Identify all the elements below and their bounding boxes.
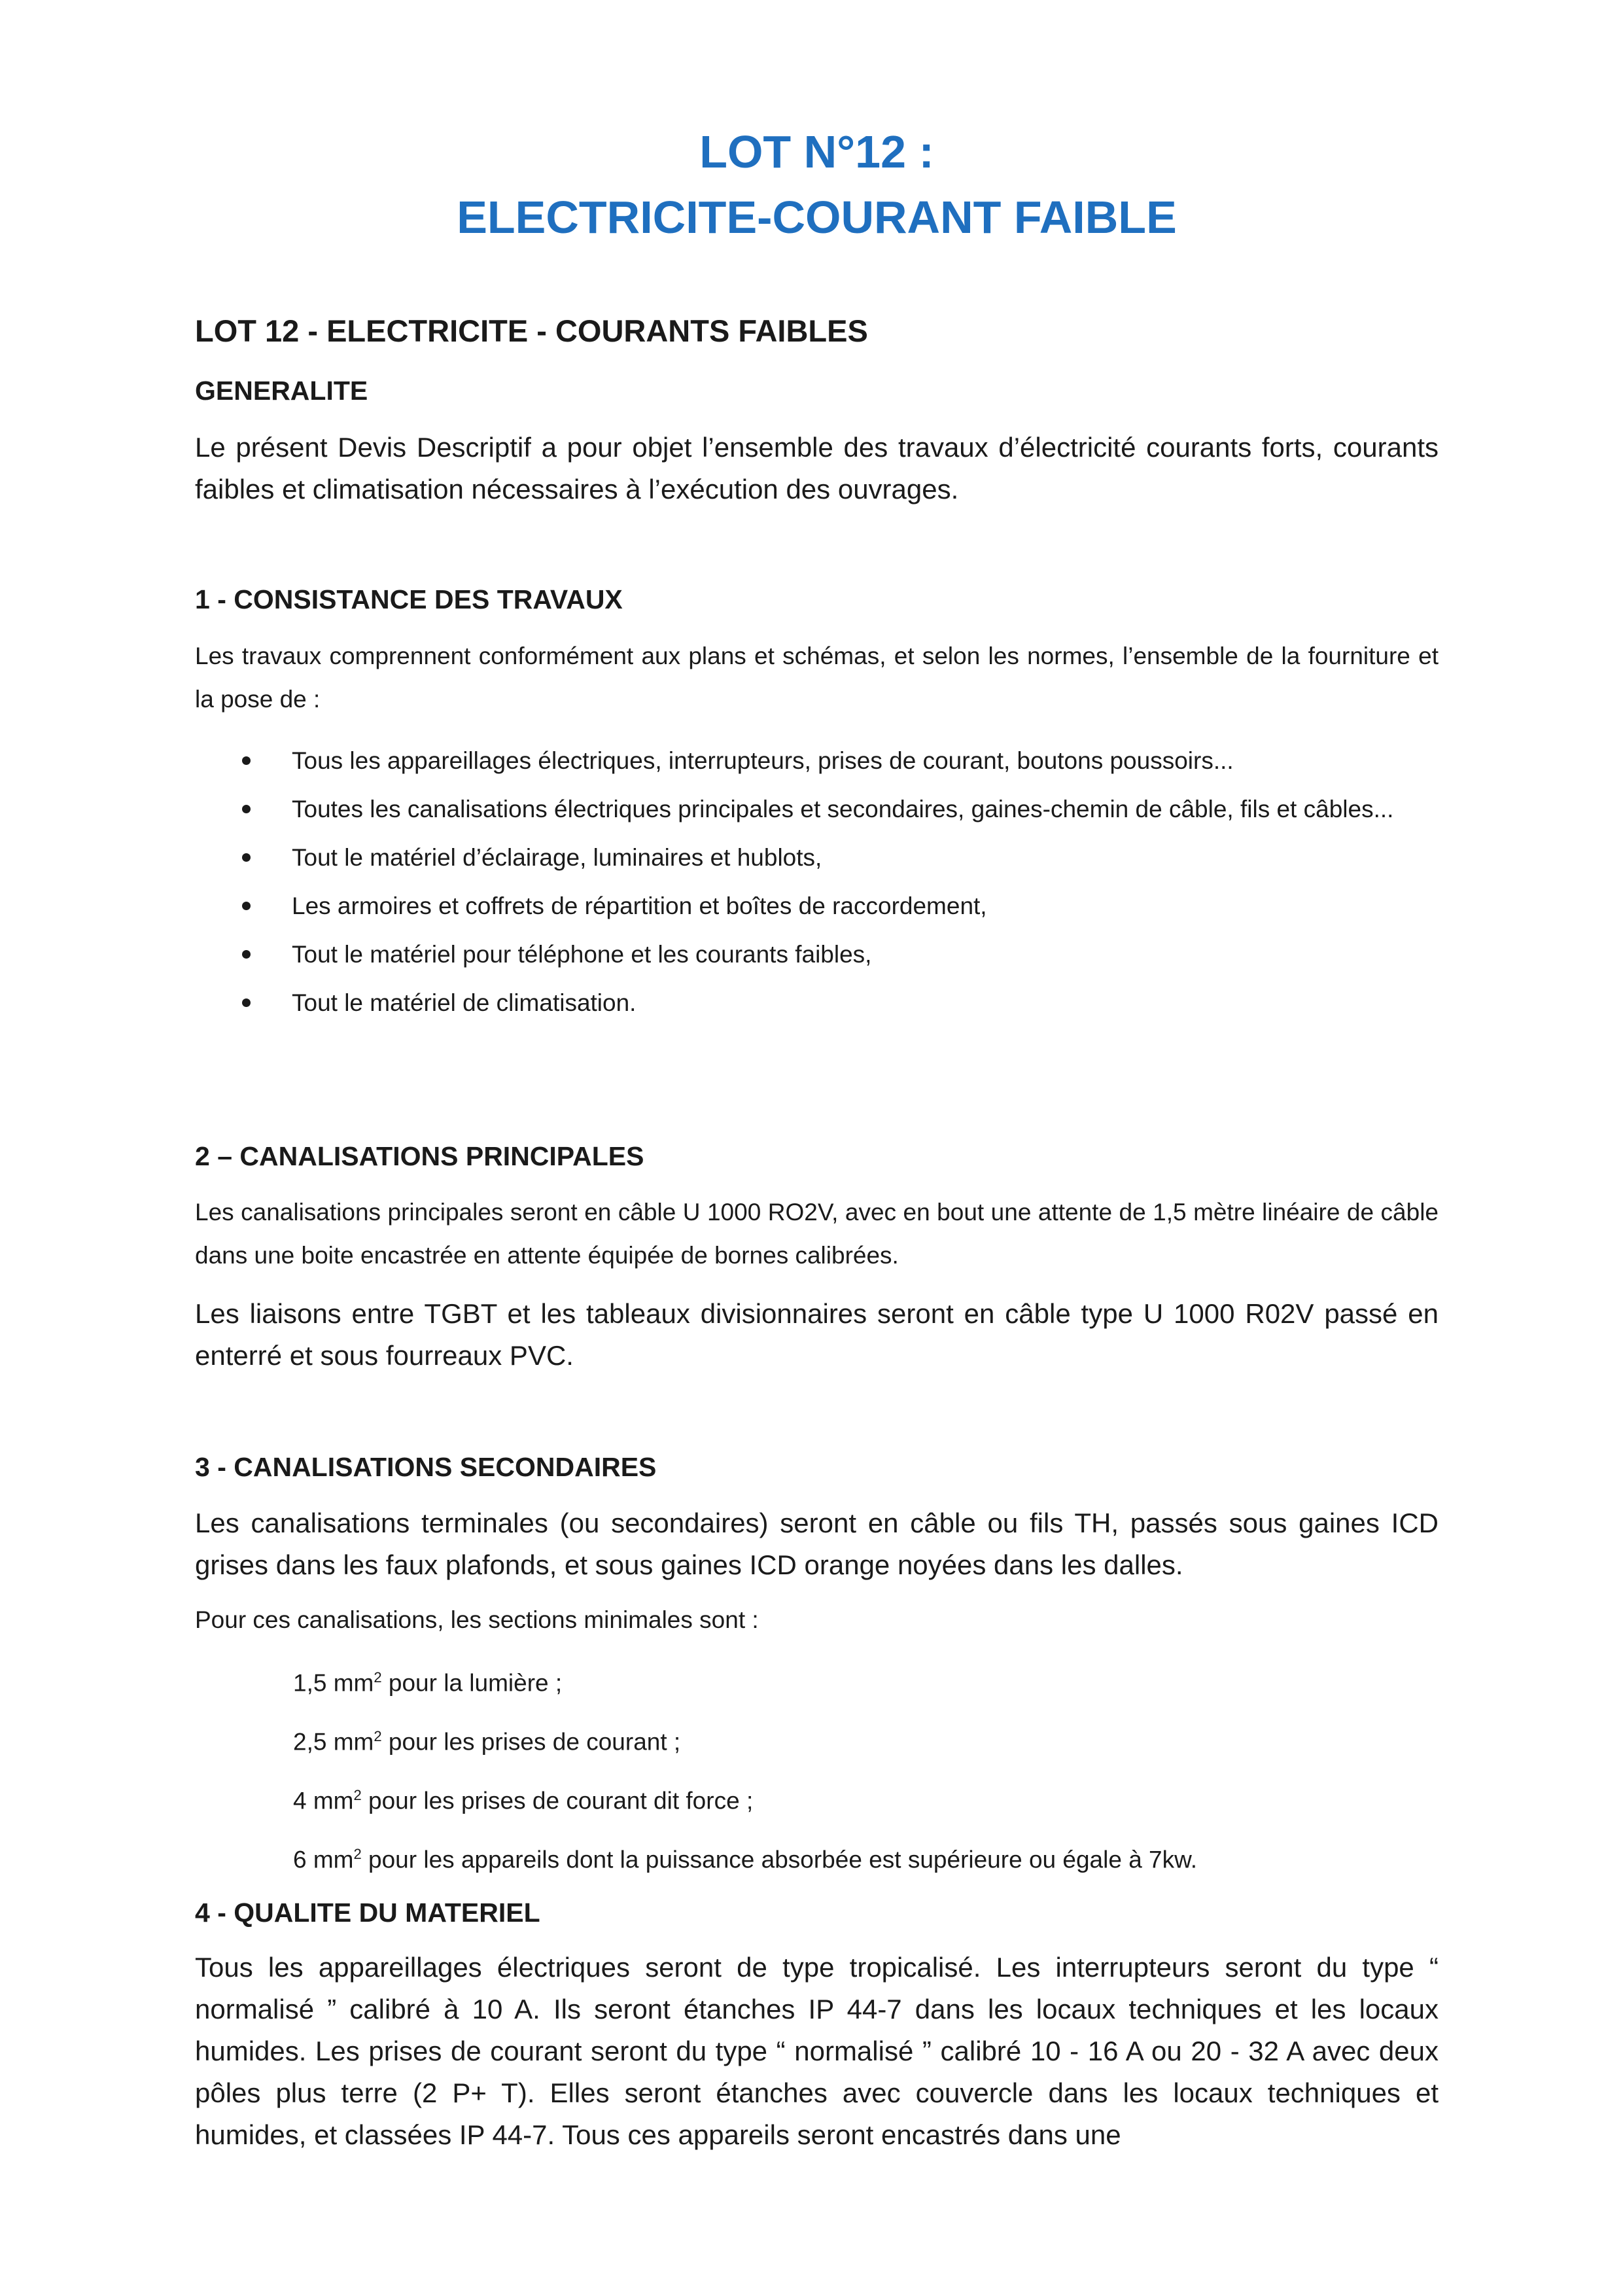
- list-item: 1,5 $mm^2$ pour la lumière ;: [293, 1669, 563, 1697]
- section3-heading: 3 - CANALISATIONS SECONDAIRES: [195, 1452, 657, 1482]
- section1-heading: 1 - CONSISTANCE DES TRAVAUX: [195, 584, 623, 614]
- bullet-icon: [242, 853, 251, 862]
- title-line-1: LOT N°12 :: [699, 126, 934, 177]
- bullet-icon: [242, 756, 251, 765]
- bullet-icon: [242, 998, 251, 1007]
- section1-list: [242, 742, 1439, 1033]
- section3-p2: Pour ces canalisations, les sections minimales sont :: [195, 1606, 759, 1633]
- list-item: Tout le matériel d’éclairage, luminaires et hublots,: [242, 839, 1439, 877]
- section2-heading: 2 – CANALISATIONS PRINCIPALES: [195, 1141, 644, 1171]
- bullet-icon: [242, 902, 251, 910]
- list-item: 4 $mm^2$ pour les prises de courant dit force ;: [293, 1787, 754, 1814]
- document-title: [195, 0, 1439, 250]
- generalite-text: Le présent Devis Descriptif a pour objet l’ensemble des travaux d’électricité courants forts, courants faibles et climatisation nécessaires à l’exécution des ouvrages.: [195, 432, 1439, 504]
- section2-p1: Les canalisations principales seront en câble U 1000 RO2V, avec en bout une attente de 1,5 mètre linéaire de câble dans une boite encastrée en attente équipée de bornes calibrées.: [195, 1199, 1439, 1269]
- section2-p2: Les liaisons entre TGBT et les tableaux divisionnaires seront en câble type U 1000 R02V passé en enterré et sous fourreaux PVC.: [195, 1298, 1439, 1371]
- list-item: Tout le matériel pour téléphone et les courants faibles,: [242, 936, 1439, 974]
- section4-text: Tous les appareillages électriques seront de type tropicalisé. Les interrupteurs seront du type “ normalisé ” calibré à 10 A. Ils seront étanches IP 44-7 dans les locaux techniques et les locaux humides. Les prises de courant seront du type “ normalisé ” calibré 10 - 16 A ou 20 - 32 A avec deux pôles plus terre (2 P+ T). Elles seront étanches avec couvercle dans les locaux techniques et humides, et classées IP 44-7. Tous ces appareils seront encastrés dans une: [195, 1952, 1439, 2150]
- section4-heading: 4 - QUALITE DU MATERIEL: [195, 1898, 540, 1928]
- section1-intro: Les travaux comprennent conformément aux plans et schémas, et selon les normes, l’ensemble de la fourniture et la pose de :: [195, 643, 1439, 713]
- list-item: Toutes les canalisations électriques principales et secondaires, gaines-chemin de câble, fils et câbles...: [242, 790, 1439, 828]
- generalite-heading: GENERALITE: [195, 376, 368, 406]
- list-item: Les armoires et coffrets de répartition et boîtes de raccordement,: [242, 887, 1439, 925]
- section3-p1: Les canalisations terminales (ou secondaires) seront en câble ou fils TH, passés sous gaines ICD grises dans les faux plafonds, et sous gaines ICD orange noyées dans les dalles.: [195, 1508, 1439, 1580]
- list-item: Tout le matériel de climatisation.: [242, 984, 1439, 1022]
- title-line-2: ELECTRICITE-COURANT FAIBLE: [457, 192, 1177, 243]
- bullet-icon: [242, 950, 251, 959]
- lot-heading: LOT 12 - ELECTRICITE - COURANTS FAIBLES: [195, 313, 868, 348]
- list-item: Tous les appareillages électriques, interrupteurs, prises de courant, boutons poussoirs...: [242, 742, 1439, 780]
- bullet-icon: [242, 805, 251, 813]
- section3-sections-list: [293, 1657, 1197, 1892]
- list-item: 6 $mm^2$ pour les appareils dont la puissance absorbée est supérieure ou égale à 7kw.: [293, 1846, 1198, 1873]
- list-item: 2,5 $mm^2$ pour les prises de courant ;: [293, 1728, 681, 1756]
